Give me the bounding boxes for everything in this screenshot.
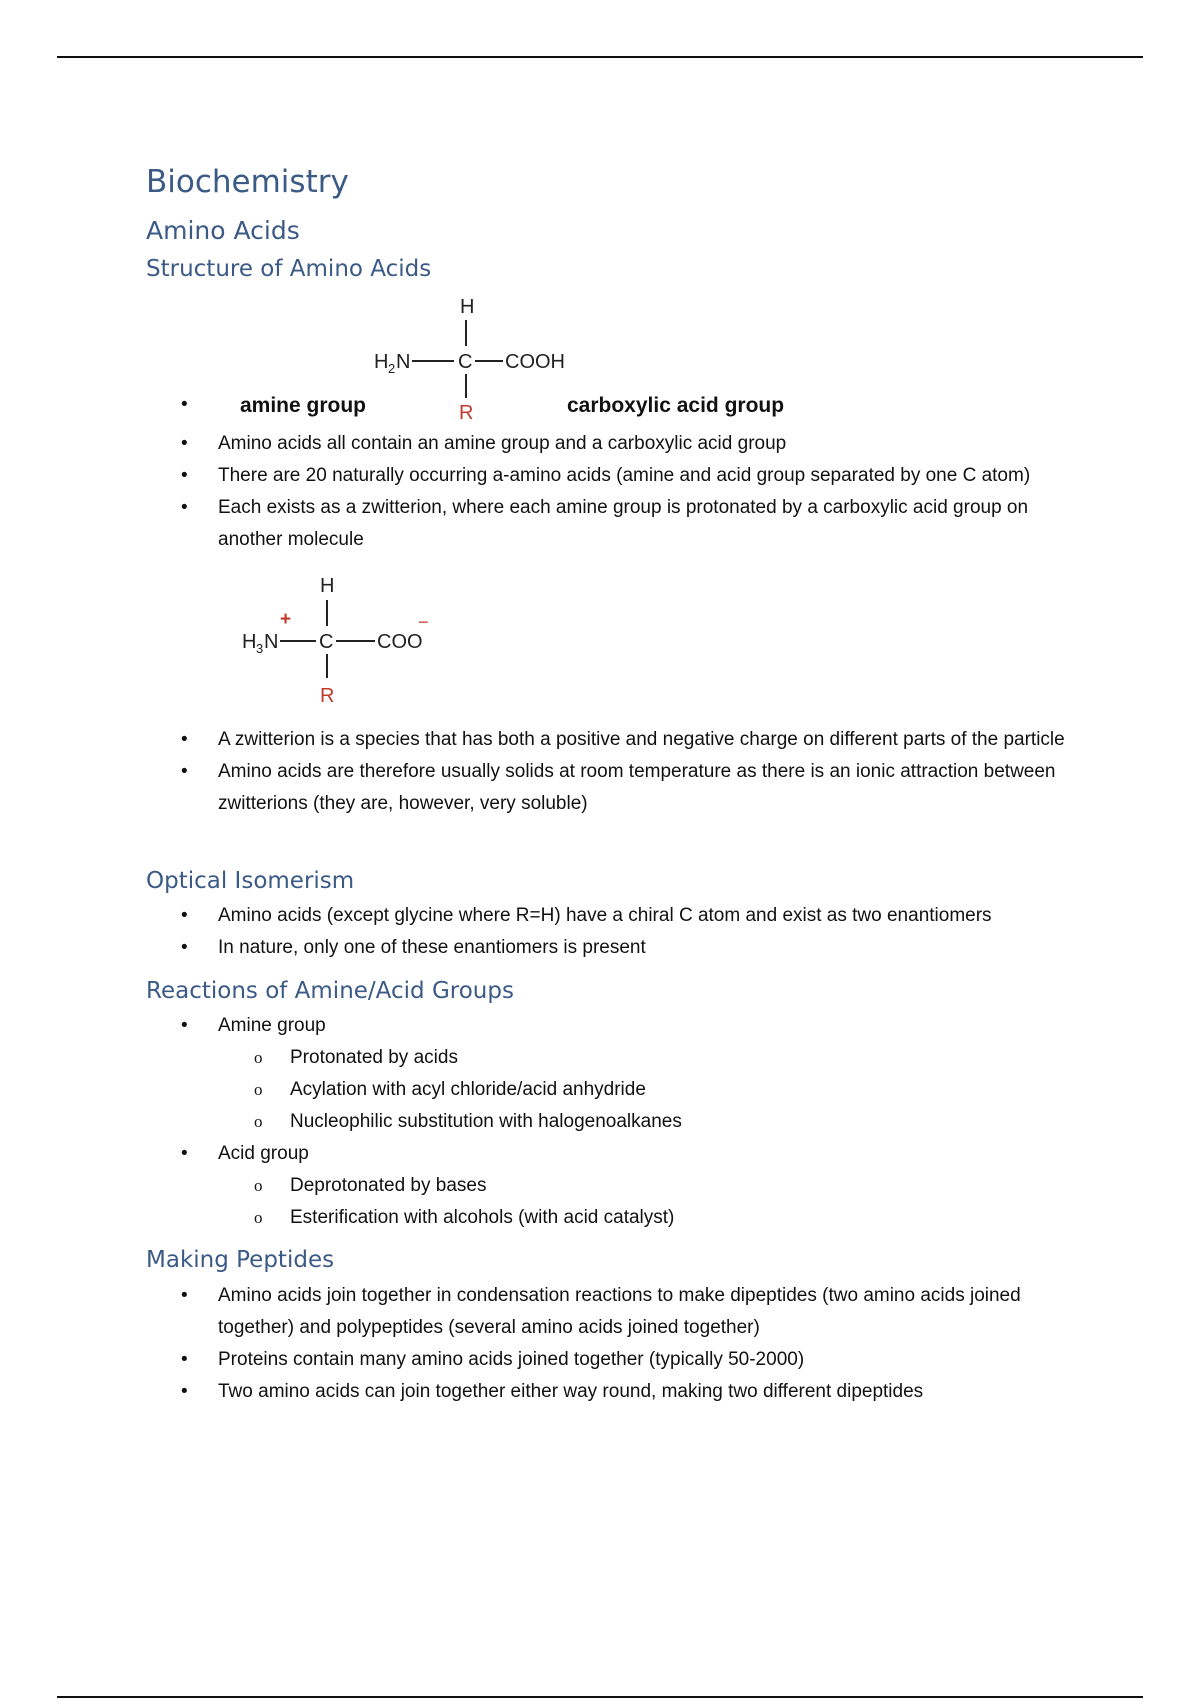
heading-reactions: Reactions of Amine/Acid Groups xyxy=(146,978,514,1004)
zwitterion-left-h: H xyxy=(242,631,257,653)
optical-bullet-list xyxy=(0,900,1200,964)
structure-label-row xyxy=(0,392,1200,424)
structure-left-n: N xyxy=(396,351,411,373)
structure-c: C xyxy=(458,351,473,373)
list-item: • Amino acids are therefore usually solids at room temperature as there is an ionic attraction between zwitterions (they are, however, very soluble) xyxy=(0,756,1200,820)
zwitterion-plus: + xyxy=(280,609,292,630)
list-item: • A zwitterion is a species that has both a positive and negative charge on different parts of the particle xyxy=(0,724,1200,756)
sub-list-item: o Protonated by acids xyxy=(0,1042,1200,1074)
zwitterion-c: C xyxy=(319,631,334,653)
heading-amino-acids: Amino Acids xyxy=(146,216,300,245)
heading-optical-isomerism: Optical Isomerism xyxy=(146,868,355,894)
label-bullet: • xyxy=(181,394,188,415)
list-item: • There are 20 naturally occurring a-amino acids (amine and acid group separated by one C atom) xyxy=(0,460,1200,492)
footer-rule xyxy=(57,1696,1143,1698)
page-title: Biochemistry xyxy=(146,164,349,200)
reactions-list xyxy=(0,1010,1200,1234)
list-item: • Amino acids all contain an amine group and a carboxylic acid group xyxy=(0,428,1200,460)
sub-list-item: o Acylation with acyl chloride/acid anhydride xyxy=(0,1074,1200,1106)
carboxylic-group-label: carboxylic acid group xyxy=(567,394,785,417)
peptides-bullet-list xyxy=(0,1280,1200,1408)
list-item-acid-group: • Acid group xyxy=(0,1138,1200,1170)
list-item-amine-group: • Amine group xyxy=(0,1010,1200,1042)
list-item: • Two amino acids can join together either way round, making two different dipeptides xyxy=(0,1376,1200,1408)
zwitterion-left-n: N xyxy=(264,631,279,653)
sub-list-item: o Nucleophilic substitution with halogenoalkanes xyxy=(0,1106,1200,1138)
list-item: • Amino acids (except glycine where R=H) have a chiral C atom and exist as two enantiomers xyxy=(0,900,1200,932)
sub-list-item: o Deprotonated by bases xyxy=(0,1170,1200,1202)
heading-structure: Structure of Amino Acids xyxy=(146,256,432,282)
zwitterion-r-group: R xyxy=(320,685,335,707)
structure-left-h: H xyxy=(374,351,389,373)
list-item: • In nature, only one of these enantiomers is present xyxy=(0,932,1200,964)
structure-bullet-list xyxy=(0,428,1200,556)
zwitterion-h: H xyxy=(320,575,335,597)
header-rule xyxy=(57,56,1143,58)
amine-group-label: amine group xyxy=(240,394,367,417)
zwitterion-minus: − xyxy=(418,612,429,632)
structure-h: H xyxy=(460,296,475,318)
list-item: • Proteins contain many amino acids joined together (typically 50-2000) xyxy=(0,1344,1200,1376)
structure-right: COOH xyxy=(505,351,565,373)
list-item: • Each exists as a zwitterion, where each amine group is protonated by a carboxylic acid group on another molecule xyxy=(0,492,1200,556)
zwitterion-left-sub: 3 xyxy=(256,641,264,656)
structure-r-group: R xyxy=(459,402,474,420)
zwitterion-bullet-list xyxy=(0,724,1200,820)
zwitterion-structure-diagram xyxy=(230,570,450,710)
list-item: • Amino acids join together in condensation reactions to make dipeptides (two amino acids joined together) and polypeptides (several amino acids joined together) xyxy=(0,1280,1200,1344)
heading-making-peptides: Making Peptides xyxy=(146,1247,335,1273)
structure-left-sub: 2 xyxy=(388,361,396,376)
sub-list-item: o Esterification with alcohols (with acid catalyst) xyxy=(0,1202,1200,1234)
zwitterion-right: COO xyxy=(377,631,423,653)
